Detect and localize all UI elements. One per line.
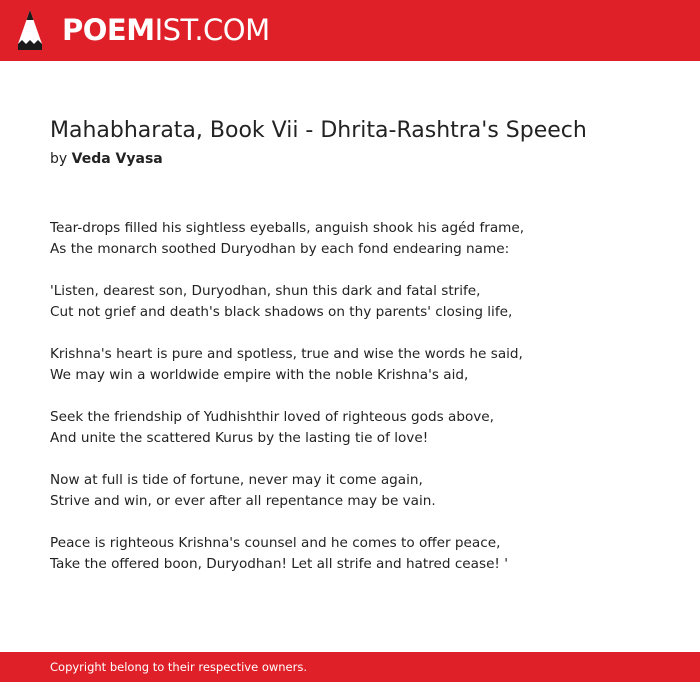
stanza	[50, 533, 670, 575]
poem-line: Seek the friendship of Yudhishthir loved of righteous gods above,	[50, 409, 494, 425]
poem-line: Now at full is tide of fortune, never may it come again,	[50, 472, 423, 488]
poem-line: Tear-drops filled his sightless eyeballs, anguish shook his agéd frame,	[50, 220, 525, 236]
site-footer	[0, 652, 700, 682]
poem-body	[50, 218, 670, 596]
stanza	[50, 281, 670, 323]
poem-line: Take the offered boon, Duryodhan! Let all strife and hatred cease! '	[50, 556, 508, 572]
poem-line: And unite the scattered Kurus by the lasting tie of love!	[50, 430, 429, 446]
poem-line: Krishna's heart is pure and spotless, true and wise the words he said,	[50, 346, 523, 362]
stanza	[50, 344, 670, 386]
poem-line: Peace is righteous Krishna's counsel and he comes to offer peace,	[50, 535, 501, 551]
poem-line: Cut not grief and death's black shadows on thy parents' closing life,	[50, 304, 513, 320]
pencil-tip-icon[interactable]	[17, 9, 43, 51]
site-header	[0, 0, 700, 61]
copyright-notice: Copyright belong to their respective owners.	[50, 660, 308, 674]
poem-title: Mahabharata, Book Vii - Dhrita-Rashtra's Speech	[50, 118, 587, 143]
poem-line: As the monarch soothed Duryodhan by each fond endearing name:	[50, 241, 510, 257]
poem-line: Strive and win, or ever after all repentance may be vain.	[50, 493, 436, 509]
poem-line: 'Listen, dearest son, Duryodhan, shun this dark and fatal strife,	[50, 283, 481, 299]
logo-text-bold: POEM	[62, 13, 155, 47]
logo-text-light: IST.COM	[154, 13, 270, 47]
site-logo[interactable]	[62, 12, 270, 48]
stanza	[50, 407, 670, 449]
stanza	[50, 470, 670, 512]
by-label: by	[50, 151, 68, 167]
author-name: Veda Vyasa	[71, 151, 163, 167]
stanza	[50, 218, 670, 260]
poem-line: We may win a worldwide empire with the noble Krishna's aid,	[50, 367, 469, 383]
poem-byline	[50, 149, 163, 169]
